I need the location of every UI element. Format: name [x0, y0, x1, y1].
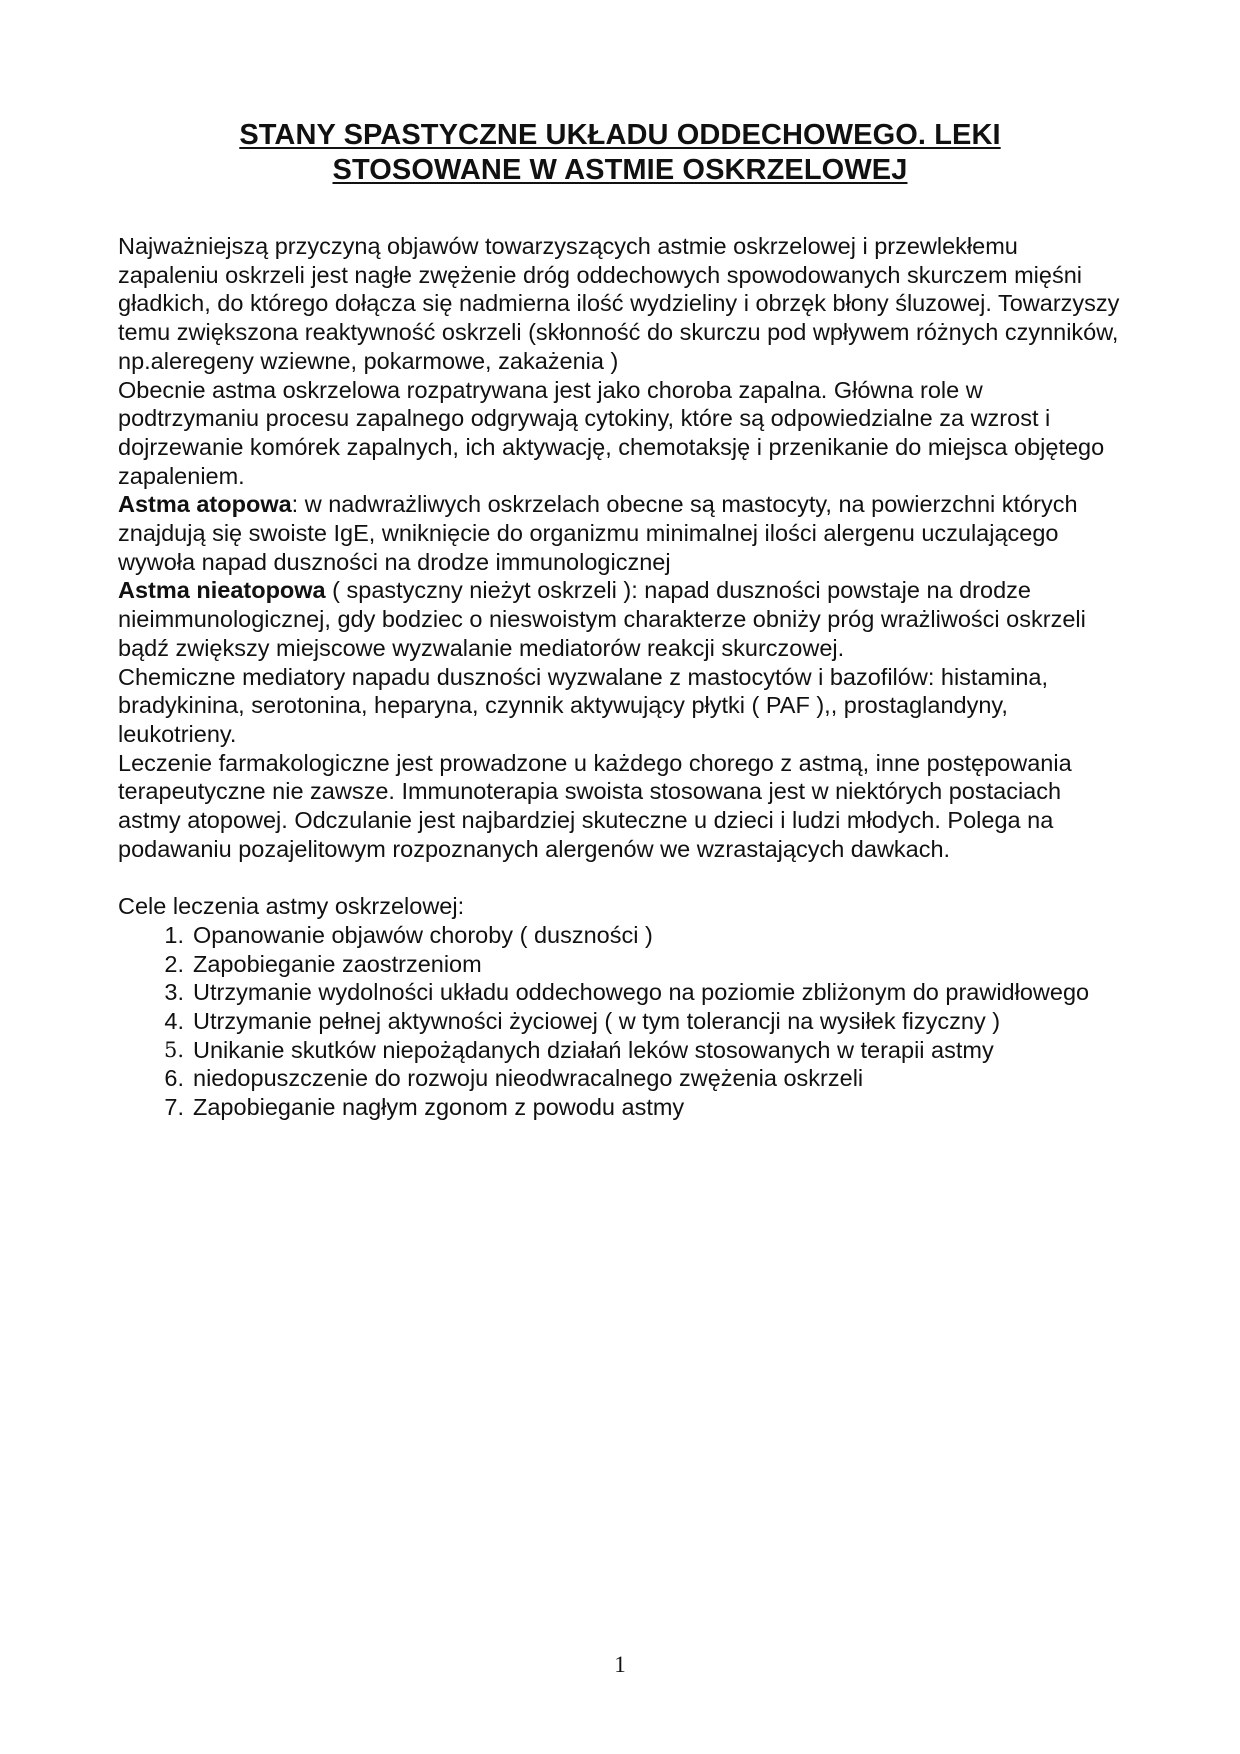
list-item [118, 1007, 1122, 1036]
list-item-text: Utrzymanie wydolności układu oddechowego na poziomie zbliżonym do prawidłowego [193, 979, 1090, 1006]
atopic-asthma-term: Astma atopowa [118, 491, 292, 518]
list-item-text: Utrzymanie pełnej aktywności życiowej ( w tym tolerancji na wysiłek fizyczny ) [193, 1007, 1001, 1034]
title-line-1: STANY SPASTYCZNE UKŁADU ODDECHOWEGO. LEKI [239, 119, 1001, 151]
list-item-number: 2. [164, 950, 184, 977]
list-item-text: Zapobieganie nagłym zgonom z powodu astmy [193, 1094, 685, 1121]
atopic-asthma-text: : w nadwrażliwych oskrzelach obecne są mastocyty, na powierzchni których znajdują się swoiste IgE, wniknięcie do organizmu minimalnej ilości alergenu uczulającego wywoła napad duszności na drodze immunologicznej [118, 491, 1078, 575]
list-item [118, 1064, 1122, 1093]
goals-list [118, 921, 1122, 1122]
list-item [118, 1093, 1122, 1122]
nonatopic-asthma-term: Astma nieatopowa [118, 577, 326, 604]
list-item-number: 1. [164, 921, 184, 948]
intro-paragraph: Najważniejszą przyczyną objawów towarzyszących astmie oskrzelowej i przewlekłemu zapaleniu oskrzeli jest nagłe zwężenie dróg oddechowych spowodowanych skurczem mięśni gładkich, do którego dołącza się nadmierna ilość wydzieliny i obrzęk błony śluzowej. Towarzyszy temu zwiększona reaktywność oskrzeli (skłonność do skurczu pod wpływem różnych czynników, np.aleregeny wziewne, pokarmowe, zakażenia ) [118, 233, 1120, 374]
list-item-number: 6. [164, 1065, 184, 1092]
atopic-asthma-paragraph [118, 490, 1122, 576]
list-item-number: 4. [164, 1007, 184, 1034]
list-item [118, 978, 1122, 1007]
document-body [118, 232, 1122, 1122]
list-item-number: 5. [163, 1037, 184, 1062]
list-item-text: Unikanie skutków niepożądanych działań leków stosowanych w terapii astmy [193, 1036, 994, 1063]
list-item [118, 950, 1122, 979]
document-title [118, 118, 1122, 188]
inflammation-paragraph: Obecnie astma oskrzelowa rozpatrywana jest jako choroba zapalna. Główna role w podtrzymaniu procesu zapalnego odgrywają cytokiny, które są odpowiedzialne za wzrost i dojrzewanie komórek zapalnych, ich aktywację, chemotaksję i przenikanie do miejsca objętego zapaleniem. [118, 376, 1105, 489]
title-line-2: STOSOWANE W ASTMIE OSKRZELOWEJ [332, 154, 908, 186]
treatment-paragraph: Leczenie farmakologiczne jest prowadzone u każdego chorego z astmą, inne postępowania terapeutyczne nie zawsze. Immunoterapia swoista stosowana jest w niektórych postaciach astmy atopowej. Odczulanie jest najbardziej skuteczne u dzieci i ludzi młodych. Polega na podawaniu pozajelitowym rozpoznanych alergenów we wzrastających dawkach. [118, 749, 1072, 862]
list-item [118, 921, 1122, 950]
nonatopic-asthma-text: ( spastyczny nieżyt oskrzeli ): napad duszności powstaje na drodze nieimmunologicznej, gdy bodziec o nieswoistym charakterze obniży próg wrażliwości oskrzeli bądź zwiększy miejscowe wyzwalanie mediatorów reakcji skurczowej. [118, 577, 1086, 661]
mediators-paragraph: Chemiczne mediatory napadu duszności wyzwalane z mastocytów i bazofilów: histamina, bradykinina, serotonina, heparyna, czynnik aktywujący płytki ( PAF ),, prostaglandyny, leukotrieny. [118, 663, 1048, 747]
list-item-number: 7. [164, 1094, 184, 1121]
goals-heading: Cele leczenia astmy oskrzelowej: [118, 893, 465, 920]
list-item-text: Opanowanie objawów choroby ( duszności ) [193, 921, 653, 948]
list-item-text: Zapobieganie zaostrzeniom [193, 950, 482, 977]
nonatopic-asthma-paragraph [118, 576, 1122, 662]
page-number: 1 [614, 1652, 626, 1677]
list-item [118, 1036, 1122, 1065]
list-item-text: niedopuszczenie do rozwoju nieodwracalnego zwężenia oskrzeli [193, 1065, 864, 1092]
list-item-number: 3. [164, 979, 184, 1006]
